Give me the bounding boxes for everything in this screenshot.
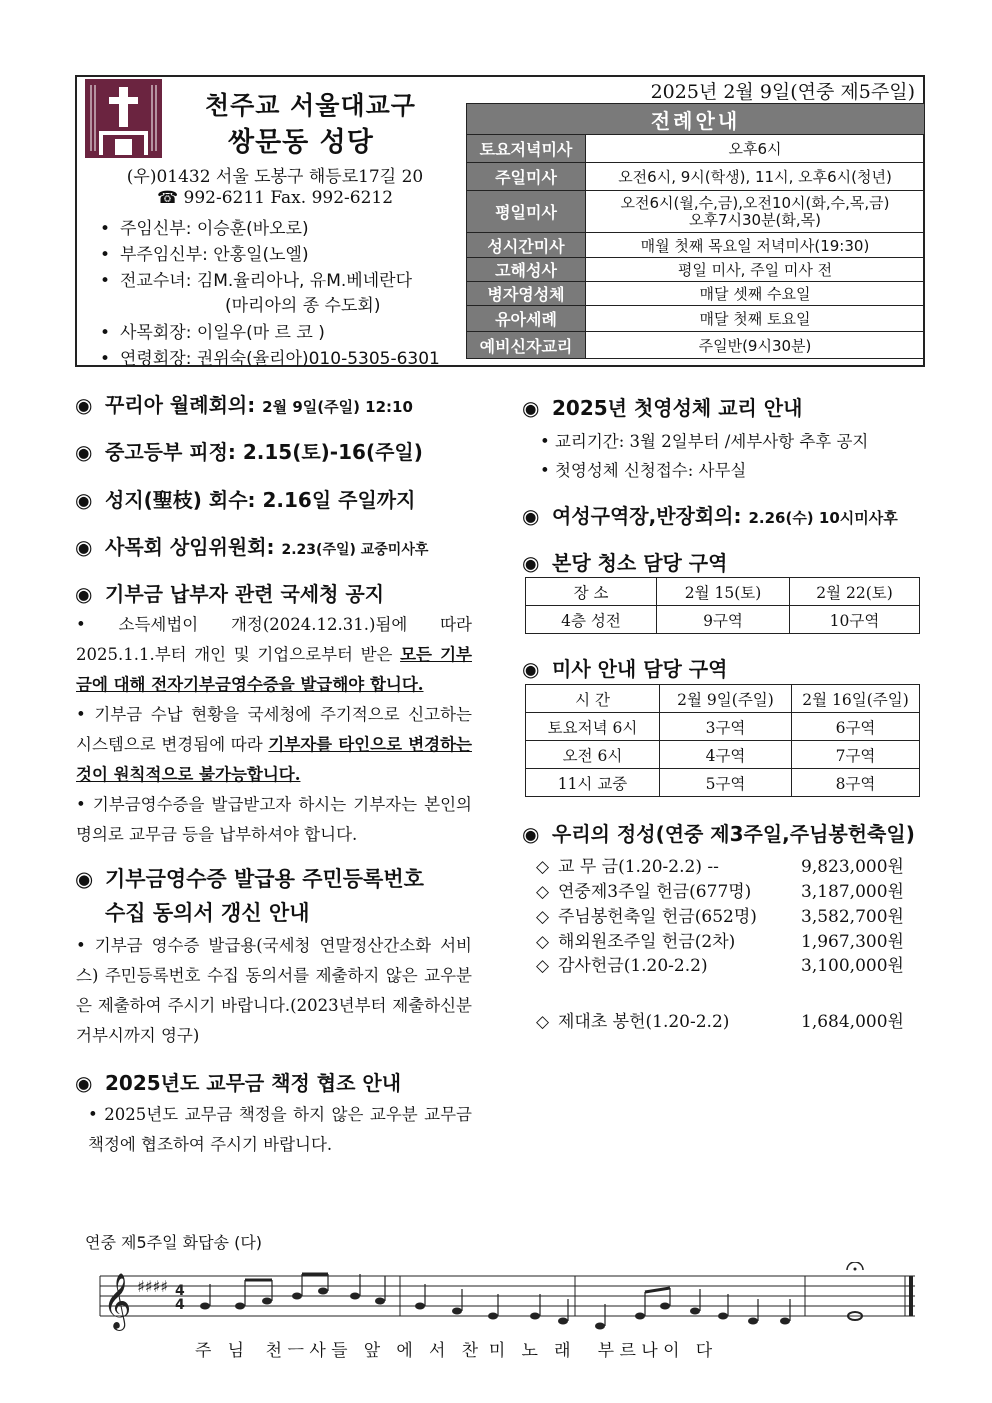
liturgy-value: 평일 미사, 주일 미사 전: [586, 258, 925, 282]
music-staff: [95, 1262, 925, 1332]
mass-header-cell: 2월 16일(주일): [792, 685, 920, 713]
tax-notice-paragraph-2: • 기부금 수납 현황을 국세청에 주기적으로 신고하는 시스템으로 변경됨에 따라 기부자를 타인으로 변경하는 것이 원칙적으로 불가능합니다.: [76, 705, 472, 784]
staff-funeral-head: • 연령회장: 권위숙(율리아)010-5305-6301: [100, 349, 440, 369]
mass-cell: 8구역: [792, 769, 920, 797]
tax-notice-heading: ◉ 기부금 납부자 관련 국세청 공지: [75, 582, 385, 606]
cleaning-cell: 10구역: [790, 606, 920, 634]
cleaning-header-cell: 장 소: [526, 578, 657, 606]
offering-row: ◇ 연중제3주일 헌금(677명) 3,187,000원: [536, 882, 904, 902]
liturgy-label: 예비신자교리: [467, 332, 586, 359]
mass-duty-table: [525, 684, 920, 797]
offering-row: ◇ 감사헌금(1.20-2.2) 3,100,000원: [536, 956, 904, 976]
cleaning-header-cell: 2월 22(토): [790, 578, 920, 606]
liturgy-value: 오전6시, 9시(학생), 11시, 오후6시(청년): [586, 163, 925, 191]
mass-cell: 5구역: [660, 769, 792, 797]
offering-row: ◇ 제대초 봉헌(1.20-2.2) 1,684,000원: [536, 1012, 904, 1032]
offering-heading: ◉ 우리의 정성(연중 제3주일,주님봉헌축일): [522, 822, 915, 846]
mass-header-cell: 시 간: [526, 685, 660, 713]
svg-text:4: 4: [175, 1283, 185, 1299]
liturgy-value: 오전6시(월,수,금),오전10시(화,수,목,금) 오후7시30분(화,목): [586, 191, 925, 233]
staff-sisters: • 전교수녀: 김M.율리아나, 유M.베네란다: [100, 271, 412, 291]
youth-retreat-heading: ◉ 중고등부 피정: 2.15(토)-16(주일): [75, 440, 423, 464]
women-meeting-heading: ◉ 여성구역장,반장회의: 2.26(수) 10시미사후: [522, 504, 898, 528]
dues-heading: ◉ 2025년도 교무금 책정 협조 안내: [75, 1071, 402, 1095]
offering-row: ◇ 해외원조주일 헌금(2차) 1,967,300원: [536, 932, 904, 952]
cleaning-heading: ◉ 본당 청소 담당 구역: [522, 551, 728, 575]
tax-notice-paragraph-1: • 소득세법이 개정(2024.12.31.)됨에 따라 2025.1.1.부터 개인 및 기업으로부터 받은 모든 기부금에 대해 전자기부금영수증을 발급해야 합니다.: [76, 615, 472, 694]
psalm-title: 연중 제5주일 화답송 (다): [85, 1233, 263, 1252]
first-communion-item: • 교리기간: 3월 2일부터 /세부사항 추후 공지: [540, 432, 869, 451]
liturgy-table: [466, 103, 925, 359]
mass-duty-heading: ◉ 미사 안내 담당 구역: [522, 657, 728, 681]
staff-pastor: • 주임신부: 이승훈(바오로): [100, 219, 309, 239]
psalm-lyrics: 주 님 천 ㅡ 사 들 앞 에 서 찬 미 노 래 부 르 나 이 다: [195, 1341, 713, 1361]
liturgy-value: 오후6시: [586, 135, 925, 163]
church-title-line2: 쌍문동 성당: [228, 127, 374, 158]
liturgy-label: 토요저녁미사: [467, 135, 586, 163]
staff-associate: • 부주임신부: 안홍일(노엘): [100, 245, 309, 265]
mass-cell: 오전 6시: [526, 741, 660, 769]
council-heading: ◉ 사목회 상임위원회: 2.23(주일) 교중미사후: [75, 535, 429, 559]
bulletin-date: 2025년 2월 9일(연중 제5주일): [650, 81, 915, 103]
dues-paragraph: • 2025년도 교무금 책정을 하지 않은 교우분 교무금 책정에 협조하여 주시기 바랍니다.: [88, 1105, 472, 1154]
liturgy-label: 병자영성체: [467, 282, 586, 306]
liturgy-value: 매달 셋째 수요일: [586, 282, 925, 306]
svg-text:𝄞: 𝄞: [103, 1273, 132, 1329]
mass-cell: 11시 교중: [526, 769, 660, 797]
cleaning-table: [525, 577, 920, 634]
church-phone: ☎ 992-6211 Fax. 992-6212: [156, 188, 394, 208]
svg-text:♯♯♯♯: ♯♯♯♯: [137, 1277, 168, 1296]
liturgy-label: 주일미사: [467, 163, 586, 191]
liturgy-label: 고해성사: [467, 258, 586, 282]
tax-notice-paragraph-3: • 기부금영수증을 발급받고자 하시는 기부자는 본인의 명의로 교무금 등을 납부하셔야 합니다.: [76, 795, 472, 844]
cross-icon: [85, 79, 162, 158]
church-address: (우)01432 서울 도봉구 해등로17길 20: [126, 167, 424, 187]
mass-cell: 토요저녁 6시: [526, 713, 660, 741]
palm-return-heading: ◉ 성지(聖枝) 회수: 2.16일 주일까지: [75, 488, 416, 512]
first-communion-heading: ◉ 2025년 첫영성체 교리 안내: [522, 396, 803, 420]
offering-row: ◇ 주님봉헌축일 헌금(652명) 3,582,700원: [536, 907, 904, 927]
mass-cell: 6구역: [792, 713, 920, 741]
mass-cell: 7구역: [792, 741, 920, 769]
curia-heading: ◉ 꾸리아 월례회의: 2월 9일(주일) 12:10: [75, 393, 413, 417]
cleaning-cell: 9구역: [657, 606, 790, 634]
liturgy-value: 매달 첫째 토요일: [586, 306, 925, 332]
church-logo: [85, 79, 162, 158]
liturgy-value: 매월 첫째 목요일 저녁미사(19:30): [586, 233, 925, 258]
first-communion-item: • 첫영성체 신청접수: 사무실: [540, 461, 747, 480]
mass-cell: 3구역: [660, 713, 792, 741]
cleaning-cell: 4층 성전: [526, 606, 657, 634]
staff-council-head: • 사목회장: 이일우(마 르 코 ): [100, 323, 325, 343]
liturgy-label: 평일미사: [467, 191, 586, 233]
svg-text:4: 4: [175, 1297, 185, 1313]
liturgy-heading: 전례안내: [467, 104, 925, 135]
liturgy-label: 성시간미사: [467, 233, 586, 258]
mass-cell: 4구역: [660, 741, 792, 769]
consent-paragraph: • 기부금 영수증 발급용(국세청 연말정산간소화 서비스) 주민등록번호 수집 동의서를 제출하지 않은 교우분은 제출하여 주시기 바랍니다.(2023년부터 제출하신분 거부시까지 영구): [76, 936, 472, 1045]
cleaning-header-cell: 2월 15(토): [657, 578, 790, 606]
staff-sisters-order: (마리아의 종 수도회): [225, 296, 381, 316]
consent-heading: ◉ 기부금영수증 발급용 주민등록번호 수집 동의서 갱신 안내: [75, 867, 424, 925]
offering-row: ◇ 교 무 금(1.20-2.2) -- 9,823,000원: [536, 857, 904, 877]
liturgy-value: 주일반(9시30분): [586, 332, 925, 359]
church-title-line1: 천주교 서울대교구: [205, 91, 416, 120]
liturgy-label: 유아세례: [467, 306, 586, 332]
mass-header-cell: 2월 9일(주일): [660, 685, 792, 713]
